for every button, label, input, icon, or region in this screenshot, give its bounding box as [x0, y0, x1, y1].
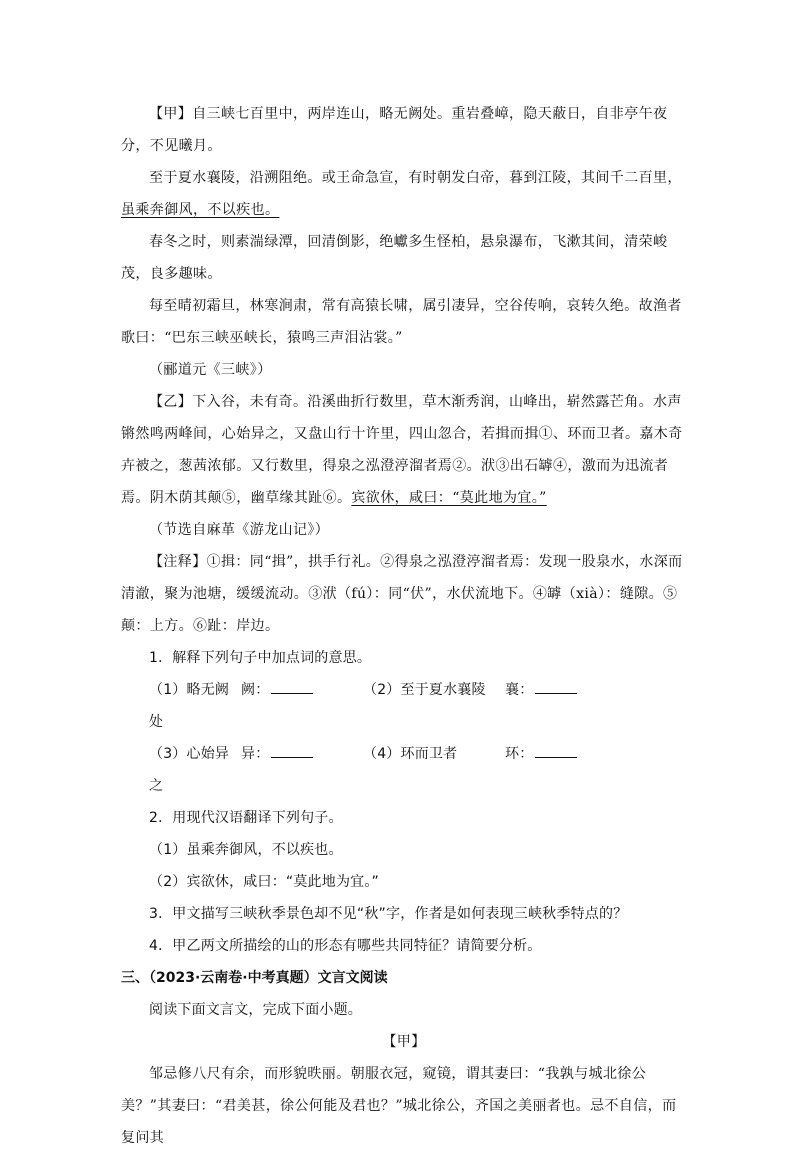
section-3-passage-text: 邹忌修八尺有余，而形貌昳丽。朝服衣冠，窥镜，谓其妻曰：“我孰与城北徐公美？”其妻曰：“君美甚，徐公何能及君也？”城北徐公，齐国之美丽者也。忌不自信，而复问其: [121, 1066, 677, 1146]
q1-item-3-word: 异：: [241, 746, 270, 762]
passage-jia-paragraph-3: 春冬之时，则素湍绿潭，回清倒影，绝巘多生怪柏，悬泉瀑布，飞漱其间，清荣峻茂，良多趣味。: [121, 234, 668, 282]
q1-item-1-word: 阙：: [241, 682, 270, 698]
q1-item-3-phrase: （3）心始异之: [149, 746, 230, 794]
question-2-item-1: （1）虽乘奔御风，不以疾也。: [149, 842, 343, 858]
passage-yi-source: （节选自麻革《游龙山记》）: [149, 522, 330, 538]
passage-jia-paragraph-1: 【甲】自三峡七百里中，两岸连山，略无阙处。重岩叠嶂，隐天蔽日，自非亭午夜分，不见曦月。: [121, 106, 668, 154]
passage-yi-paragraph: [121, 386, 687, 514]
section-3-passage-label: 【甲】: [382, 1034, 426, 1050]
question-1: 1．解释下列句子中加点词的意思。: [149, 650, 372, 666]
passage-yi-text: 【乙】下入谷，未有奇。沿溪曲折行数里，草木渐秀润，山峰出，崭然露芒角。水声锵然鸣两峰间，心始异之，又盘山行十许里，四山忽合，若揖而揖①、环而卫者。嘉木奇卉被之，葱茜浓郁。又行数里，得泉之泓澄渟溜者焉②。洑③出石罅④，激而为迅流者焉。阴木荫其颠⑤，幽草缘其趾⑥。: [121, 394, 683, 506]
q1-item-2-word: 襄：: [505, 682, 534, 698]
passage-jia-paragraph-2-text: 至于夏水襄陵，沿溯阻绝。或王命急宣，有时朝发白帝，暮到江陵，其间千二百里，: [149, 170, 682, 186]
question-2-item-2: （2）宾欲休，咸曰：“莫此地为宜。”: [149, 874, 380, 890]
question-2: 2．用现代汉语翻译下列句子。: [149, 810, 343, 826]
document-content: [121, 98, 687, 1154]
q1-item-4-phrase: （4）环而卫者: [363, 746, 458, 762]
q1-item-4-answer: [505, 738, 615, 802]
question-1-row-1: [121, 674, 687, 738]
q1-item-1-phrase: （1）略无阙处: [149, 682, 230, 730]
q1-item-3-answer: [241, 738, 363, 802]
q1-item-2-answer: [505, 674, 615, 738]
q1-item-4-word: 环：: [505, 746, 534, 762]
section-3-title: 三、（2023·云南卷·中考真题）文言文阅读: [121, 970, 388, 986]
answer-blank[interactable]: [271, 677, 313, 694]
question-1-row-2: [121, 738, 687, 802]
passage-jia-paragraph-4: 每至晴初霜旦，林寒涧肃，常有高猿长啸，属引凄异，空谷传响，哀转久绝。故渔者歌曰：“巴东三峡巫峡长，猿鸣三声泪沾裳。”: [121, 298, 682, 346]
passage-jia-source: （郦道元《三峡》）: [149, 362, 272, 378]
annotations: 【注释】①揖：同“揖”，拱手行礼。②得泉之泓澄渟溜者焉：发现一股泉水，水深而清澈，聚为池塘，缓缓流动。③洑（fú）：同“伏”，水伏流地下。④罅（xià）：缝隙。⑤颠：上方。⑥趾：岸边。: [121, 554, 683, 634]
passage-jia-paragraph-2: [121, 162, 687, 226]
answer-blank[interactable]: [271, 741, 313, 758]
q1-item-1-answer: [241, 674, 363, 738]
section-3-instruction: 阅读下面文言文，完成下面小题。: [149, 1002, 362, 1018]
underlined-sentence-2: 宾欲休，咸曰：“莫此地为宜。”: [351, 490, 547, 506]
answer-blank[interactable]: [535, 677, 577, 694]
underlined-sentence-1: 虽乘奔御风，不以疾也。: [121, 202, 280, 218]
question-4: 4．甲乙两文所描绘的山的形态有哪些共同特征？请简要分析。: [149, 938, 542, 954]
answer-blank[interactable]: [535, 741, 577, 758]
question-3: 3．甲文描写三峡秋季景色却不见“秋”字，作者是如何表现三峡秋季特点的？: [149, 906, 628, 922]
q1-item-2-phrase: （2）至于夏水襄陵: [363, 682, 486, 698]
